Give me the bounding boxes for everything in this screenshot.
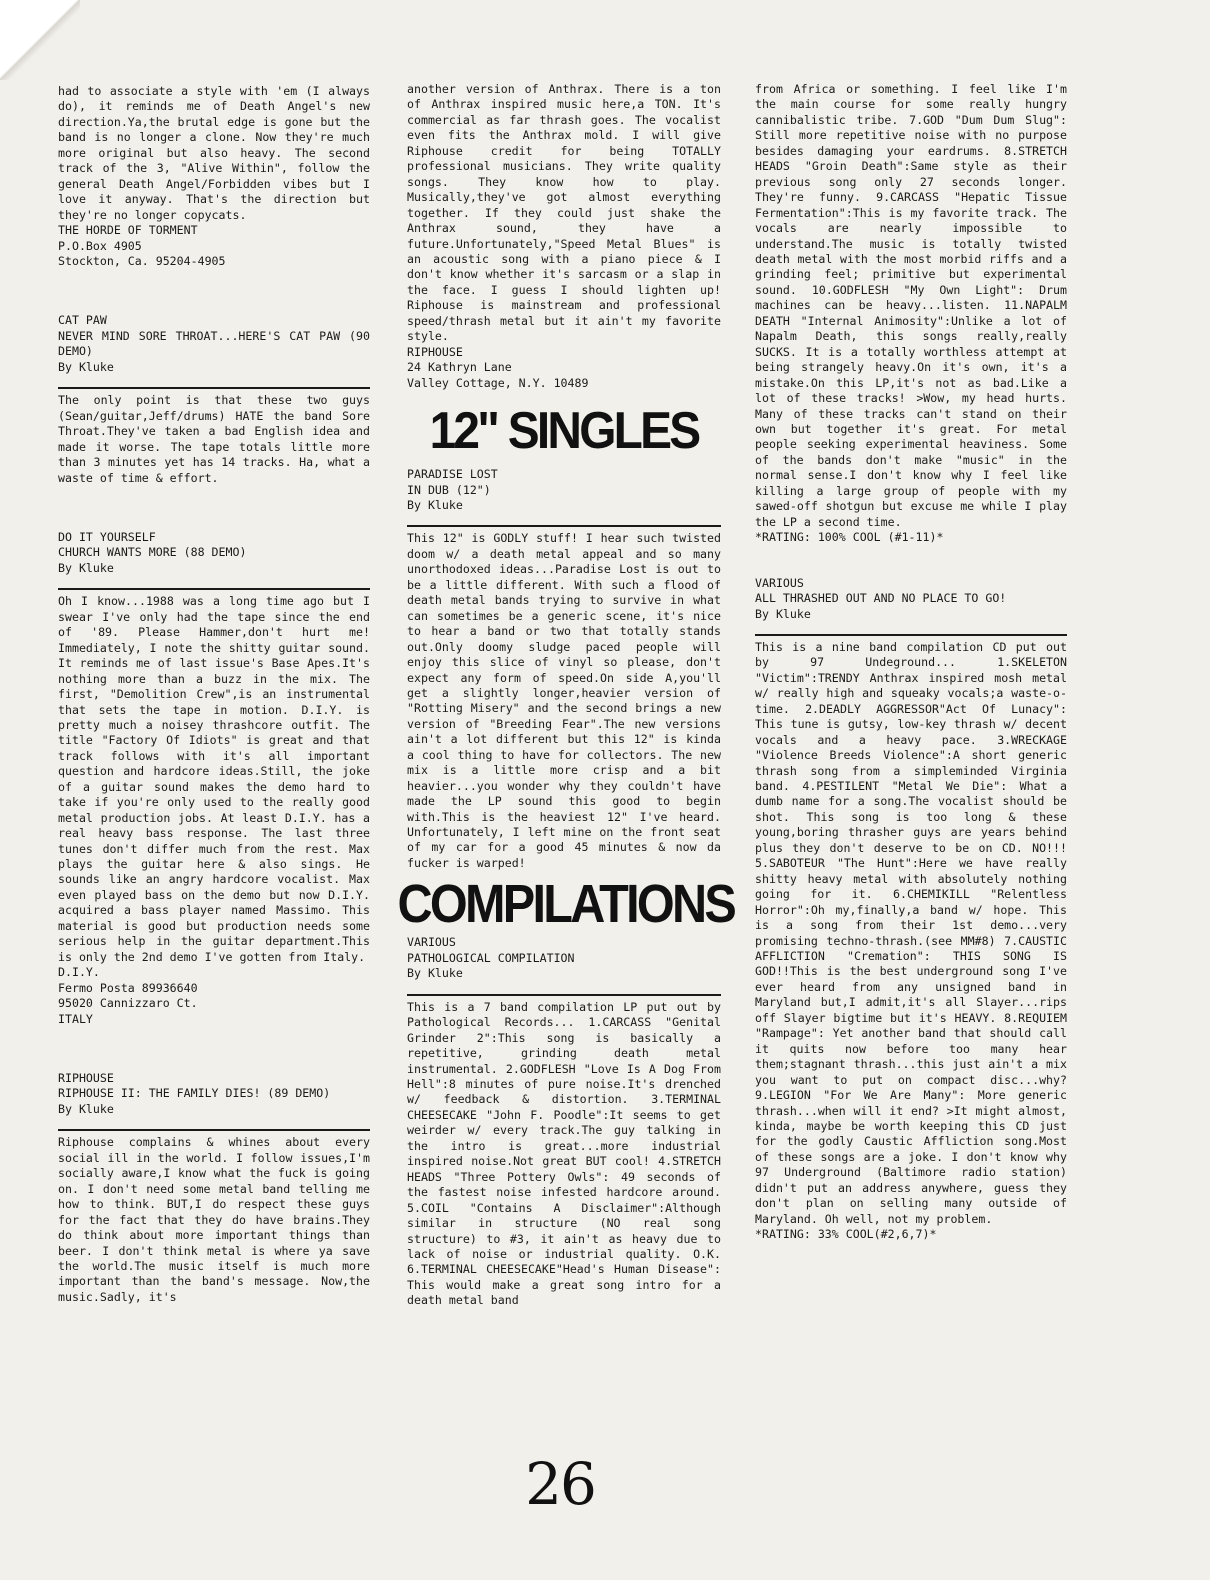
section-heading-compilations: COMPILATIONS xyxy=(397,874,735,935)
review-band-all-thrashed: VARIOUS xyxy=(755,575,804,590)
review-byline: By Kluke xyxy=(755,606,811,621)
review-rating: *RATING: 100% COOL (#1-11)* xyxy=(755,530,944,545)
page-corner-fold xyxy=(0,0,80,80)
review-rating: *RATING: 33% COOL(#2,6,7)* xyxy=(755,1227,937,1242)
review-byline: By Kluke xyxy=(58,560,114,575)
review-title-all-thrashed: ALL THRASHED OUT AND NO PLACE TO GO! xyxy=(755,591,1007,606)
contact-address-line: 95020 Cannizzaro Ct. xyxy=(58,996,198,1011)
contact-address-line: RIPHOUSE xyxy=(407,344,463,359)
review-text-pathological-cont: from Africa or something. I feel like I'm the main course for some really hungry cannibalistic tribe. 7.GOD "Dum Dum Slug": Still more repetitive noise with no purpose besides damaging your eardrums. 8.STRETCH HEADS "Groin Death":Same style as their previous song only 27 seconds longer. They're funny. 9.CARCASS "Hepatic Tissue Fermentation":This is my favorite track. The vocals are nearly impossible to understand.The music is totally twisted death metal with the most morbid riffs and a grinding feel; primitive but experimental sound. 10.GODFLESH "My Own Light": Drum machines can be heavy...listen. 11.NAPALM DEATH "Internal Animosity":Unlike a lot of Napalm Death, this songs really,really SUCKS. It is a totally worthless attempt at being strangely heavy.On it's own, it's a mistake.On this LP,it's not as bad.Like a lot of these tracks! >Wow, my head hurts. Many of these tracks can't stand on their own but together it's great. For metal people seeking experimental heaviness. Some of the bands don't make "music" in the normal sense.I don't know why I feel like killing a large group of people with my sawed-off shotgun but excuse me while I play the LP a second time. xyxy=(755,82,1067,529)
divider xyxy=(58,1129,370,1131)
divider xyxy=(407,525,721,527)
review-band-paradise: PARADISE LOST xyxy=(407,467,498,482)
contact-address-line: Fermo Posta 89936640 xyxy=(58,980,198,995)
column-2 xyxy=(397,82,735,1309)
review-title-diy: CHURCH WANTS MORE (88 DEMO) xyxy=(58,545,247,560)
contact-address-line: 24 Kathryn Lane xyxy=(407,360,512,375)
divider xyxy=(58,387,370,389)
review-title-riphouse: RIPHOUSE II: THE FAMILY DIES! (89 DEMO) xyxy=(58,1086,331,1101)
review-text-paradise: This 12" is GODLY stuff! I hear such twisted doom w/ a death metal appeal and so many unorthodoxed ideas...Paradise Lost is out to be a little different. With such a flood of death metal bands trying to survive in what can sometimes be a generic scene, it's nice to hear a band or two that totally stands out.Only doomy sludge paced people will enjoy this slice of vinyl so please, don't expect any form of speed.On side A,you'll get a slightly longer,heavier version of "Rotting Misery" and the second brings a new version of "Breeding Fear".The new versions ain't a lot different but this 12" is kinda a cool thing to have for collectors. The new mix is a little more crisp and a bit heavier...you wonder why they couldn't have made the LP sound this good to begin with.This is the heaviest 12" I've heard. Unfortunately, I left mine on the front seat of my car for a good 45 minutes & now da fucker is warped! xyxy=(407,531,721,870)
review-text-riphouse-cont: another version of Anthrax. There is a ton of Anthrax inspired music here,a TON. It's commercial as far thrash goes. The vocalist even fits the Anthrax mold. I will give Riphouse credit for being TOTALLY professional musicians. They write quality songs. They know how to play. Musically,they've got almost everything together. If they could just shake the Anthrax sound, they have a future.Unfortunately,"Speed Metal Blues" is an acoustic song with a piano piece & I don't know whether it's sarcasm or a slap in the face. I guess I should lighten up! Riphouse is mainstream and professional speed/thrash metal but it ain't my favorite style. xyxy=(407,82,721,344)
review-band-diy: DO IT YOURSELF xyxy=(58,529,156,544)
review-byline: By Kluke xyxy=(58,1101,114,1116)
review-text-riphouse: Riphouse complains & whines about every social ill in the world. I follow issues,I'm socially aware,I know what the fuck is going on. I don't need some metal band telling me how to think. BUT,I do respect these guys for the fact that they do have brains.They do think about more important things than beer. I don't think metal is where ya save the world.The music itself is much more important than the band's message. Now,the music.Sadly, it's xyxy=(58,1135,370,1304)
review-text-all-thrashed: This is a nine band compilation CD put out by 97 Undeground... 1.SKELETON "Victim":TRENDY Anthrax inspired mosh metal w/ really high and squeaky vocals;a waste-o-time. 2.DEADLY AGGRESSOR"Act Of Lunacy": This tune is gutsy, low-key thrash w/ decent vocals and a heavy pace. 3.WRECKAGE "Violence Breeds Violence":A short generic thrash song from a simpleminded Virginia band. 4.PESTILENT "Metal We Die": What a dumb name for a song.The vocalist should be shot. This song is too long & these young,boring thrasher guys are years behind plus they don't deserve to be on CD. NO!!! 5.SABOTEUR "The Hunt":Here we have really shitty heavy metal with absolutely nothing going for it. 6.CHEMIKILL "Relentless Horror":Oh my,finally,a band w/ hope. This is a song from their 1st demo...very promising techno-thrash.(see MM#8) 7.CAUSTIC AFFLICTION "Cremation": THIS SONG IS GOD!!This is the best underground song I've ever heard from any unsigned band in Maryland but,I admit,it's all Slayer...rips off Slayer bigtime but it's HEAVY. 8.REQUIEM "Rampage": Yet another band that should call it quits now before too many hear them;stagnant thrash...this just ain't a mix you want to put on compact disc...why? 9.LEGION "For We Are Many": More generic thrash...when will it end? >It might almost, kinda, maybe be worth keeping this CD just for the godly Caustic Affliction song.Most of these songs are a joke. I don't know why 97 Underground (Baltimore radio station) didn't put an address anywhere, guess they don't plan on selling many outside of Maryland. Oh well, not my problem. xyxy=(755,639,1067,1226)
contact-address-line: D.I.Y. xyxy=(58,965,100,980)
contact-address-line: ITALY xyxy=(58,1011,93,1026)
divider xyxy=(58,588,370,590)
contact-address-line: Stockton, Ca. 95204-4905 xyxy=(58,253,226,268)
review-byline: By Kluke xyxy=(58,359,114,374)
review-text-diy: Oh I know...1988 was a long time ago but I swear I've only had the tape since the end of '89. Please Hammer,don't hurt me! Immediately, I note the shitty guitar sound. It reminds me of last issue's Base Apes.It's nothing more than a buzz in the mix. The first, "Demolition Crew",is an instrumental that sets the tape in motion. D.I.Y. is pretty much a noisey thrashcore outfit. The title "Factory Of Idiots" is great and that track follows with it's all important question and hardcore ideas.Still, the joke of a guitar sound makes the demo hard to take if you're only used to the really good metal production jobs. At least D.I.Y. has a real heavy bass response. The last three tunes don't differ much from the rest. Max plays the guitar here & also sings. He sounds like an angry hardcore vocalist. Max even played bass on the demo but now D.I.Y. acquired a bass player named Massimo. This material is good but production needs some serious help in the guitar department.This is only the 2nd demo I've gotten from Italy. xyxy=(58,594,370,964)
review-title-pathological: PATHOLOGICAL COMPILATION xyxy=(407,950,575,965)
review-band-pathological: VARIOUS xyxy=(407,935,456,950)
review-byline: By Kluke xyxy=(407,497,463,512)
divider xyxy=(755,634,1067,636)
review-text-pathological: This is a 7 band compilation LP put out by Pathological Records... 1.CARCASS "Genital Grinder 2":This song is basically a repetitive, grinding death metal instrumental. 2.GODFLESH "Love Is A Dog From Hell":8 minutes of pure noise.It's drenched w/ feedback & distortion. 3.TERMINAL CHEESECAKE "John F. Poodle":It seems to get weirder w/ every track.The guy talking in the intro is great...more industrial inspired noise.Not great BUT cool! 4.STRETCH HEADS "Three Pottery Owls": 49 seconds of the fastest noise infested hardcore around. 5.COIL "Contains A Disclaimer":Although similar in structure (NO real song structure) to #3, it ain't as heavy due to lack of noise or industrial quality. O.K. 6.TERMINAL CHEESECAKE"Head's Human Disease": This would make a great song intro for a death metal band xyxy=(407,999,721,1308)
review-band-catpaw: CAT PAW xyxy=(58,313,107,328)
contact-address-line: THE HORDE OF TORMENT xyxy=(58,223,198,238)
column-1 xyxy=(58,84,370,1305)
review-byline: By Kluke xyxy=(407,966,463,981)
contact-address-line: Valley Cottage, N.Y. 10489 xyxy=(407,375,589,390)
divider xyxy=(407,994,721,996)
column-3 xyxy=(755,82,1067,1243)
review-text-horde-cont: had to associate a style with 'em (I always do), it reminds me of Death Angel's new direction.Ya,the brutal edge is gone but the band is no longer a clone. Now they're much more original but also heavy. The second track of the 3, "Alive Within", follow the general Death Angel/Forbidden vibes but I love it anyway. That's the direction but they're no longer copycats. xyxy=(58,84,370,222)
review-band-riphouse: RIPHOUSE xyxy=(58,1071,114,1086)
section-heading-singles: 12" SINGLES xyxy=(429,402,699,461)
contact-address-line: P.O.Box 4905 xyxy=(58,238,142,253)
review-title-paradise: IN DUB (12") xyxy=(407,482,491,497)
review-text-catpaw: The only point is that these two guys (Sean/guitar,Jeff/drums) HATE the band Sore Throat.They've taken a bad English idea and made it worse. The tape totals little more than 3 minutes yet has 14 tracks. Ha, what a waste of time & effort. xyxy=(58,393,370,485)
page-number: 26 xyxy=(525,1450,595,1518)
review-title-catpaw: NEVER MIND SORE THROAT...HERE'S CAT PAW (90 DEMO) xyxy=(58,328,370,359)
